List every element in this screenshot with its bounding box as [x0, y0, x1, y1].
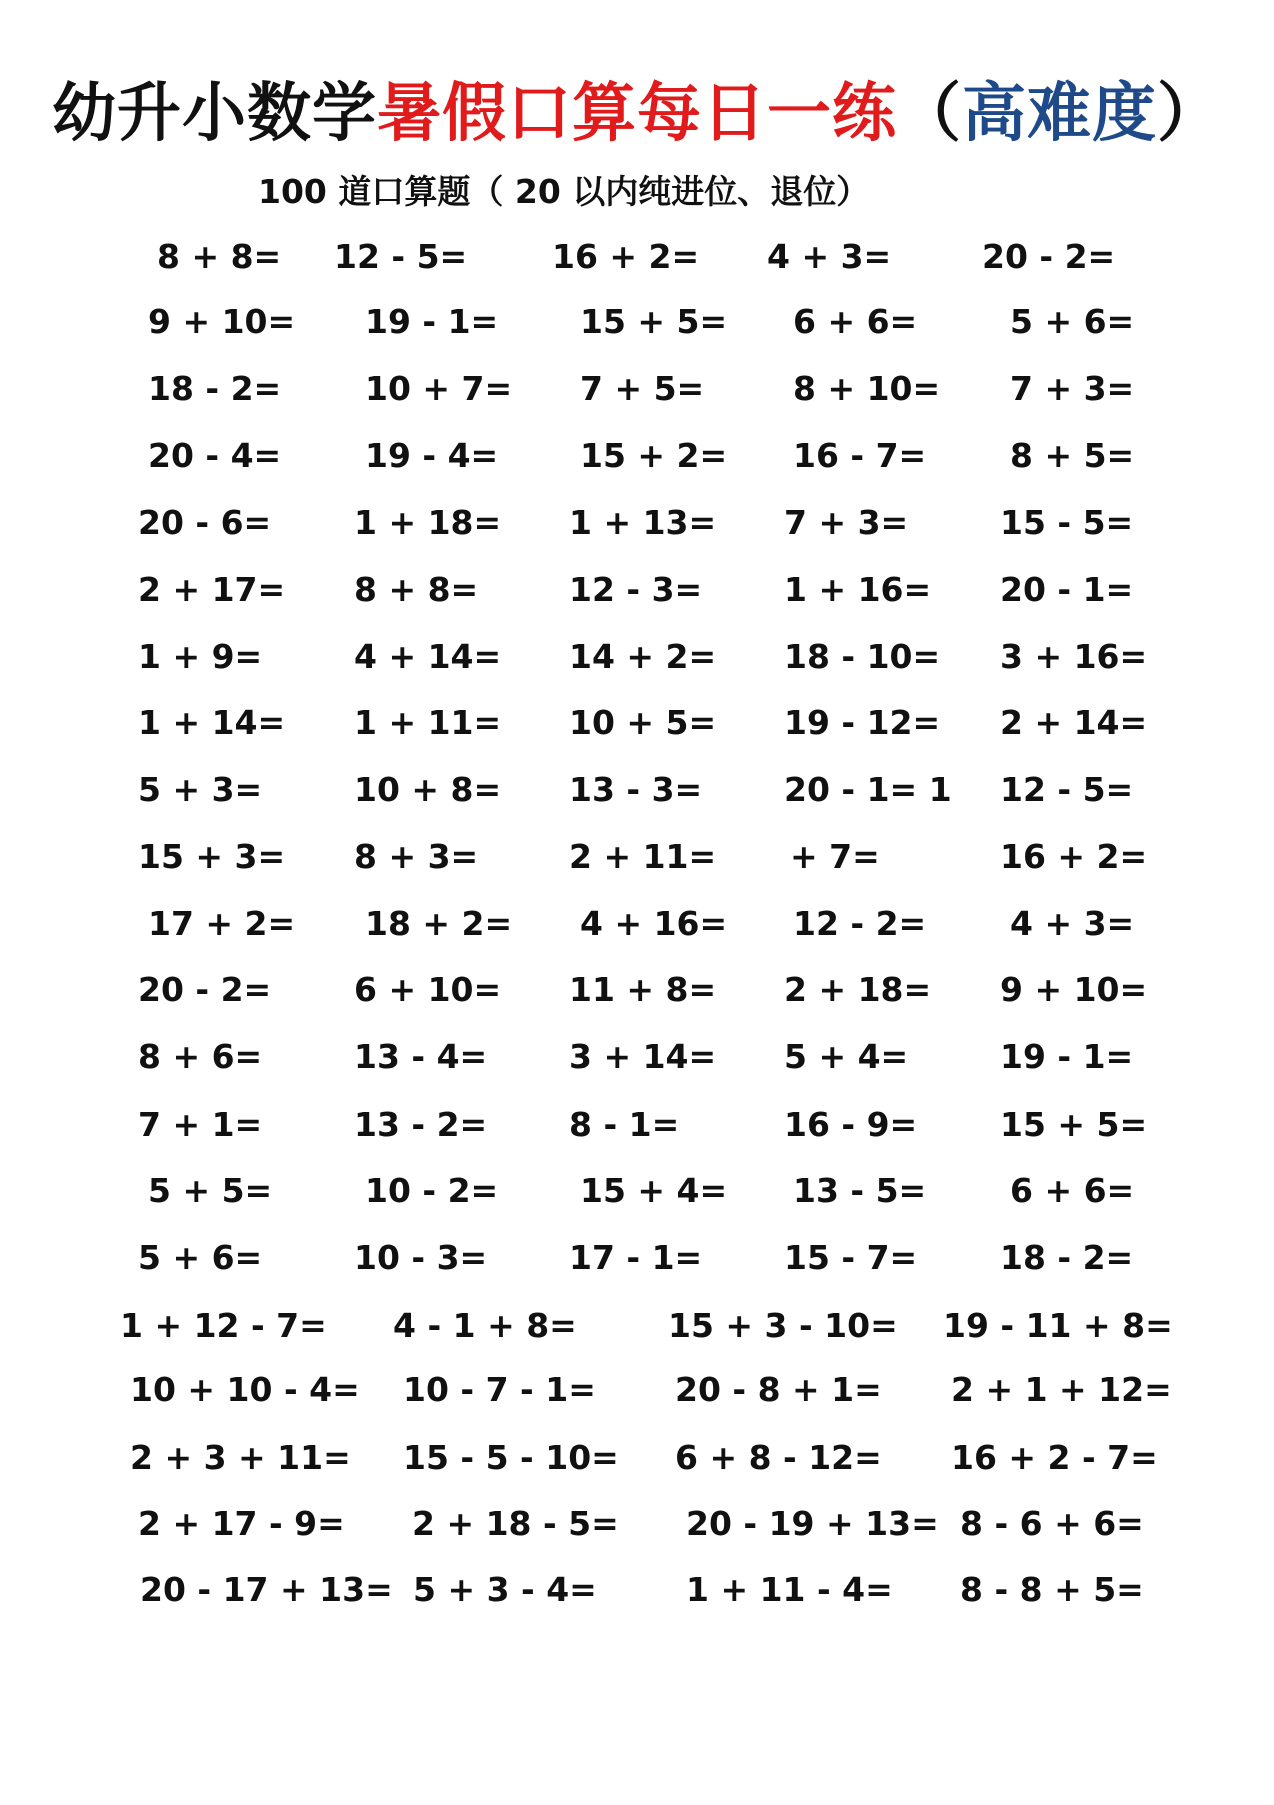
math-problem: 2 + 1 + 12= — [951, 1370, 1172, 1409]
math-problem: 15 + 3= — [138, 837, 286, 876]
math-problem: 10 + 5= — [569, 703, 717, 742]
math-problem: 8 + 5= — [1010, 436, 1135, 475]
math-problem: 8 - 6 + 6= — [960, 1504, 1144, 1543]
problem-row — [0, 561, 1274, 619]
math-problem: 13 - 2= — [354, 1105, 488, 1144]
problem-row — [0, 1229, 1274, 1287]
math-problem: 19 - 11 + 8= — [943, 1306, 1173, 1345]
math-problem: 15 + 4= — [580, 1171, 728, 1210]
title-part-1: 幼升小数学 — [52, 77, 377, 151]
math-problem: 18 - 2= — [1000, 1238, 1134, 1277]
math-problem: 15 + 2= — [580, 436, 728, 475]
math-problem: 10 + 10 - 4= — [130, 1370, 360, 1409]
math-problem: 6 + 6= — [793, 302, 918, 341]
math-problem: 1 + 9= — [138, 637, 263, 676]
math-problem: 15 - 7= — [784, 1238, 918, 1277]
math-problem: 3 + 14= — [569, 1037, 717, 1076]
title-paren-open: （ — [897, 77, 962, 151]
math-problem: 5 + 4= — [784, 1037, 909, 1076]
math-problem: 20 - 1= — [1000, 570, 1134, 609]
math-problem: 6 + 10= — [354, 970, 502, 1009]
math-problem: 16 + 2 - 7= — [951, 1438, 1158, 1477]
math-problem: 14 + 2= — [569, 637, 717, 676]
math-problem: 5 + 3 - 4= — [413, 1570, 597, 1609]
problem-row — [0, 1297, 1274, 1355]
math-problem: 19 - 12= — [784, 703, 941, 742]
math-problem: 17 - 1= — [569, 1238, 703, 1277]
math-problem: 10 - 2= — [365, 1171, 499, 1210]
page-subtitle: 100 道口算题（ 20 以内纯进位、退位） — [258, 172, 870, 211]
problem-row — [0, 1361, 1274, 1419]
math-problem: 6 + 8 - 12= — [675, 1438, 882, 1477]
math-problem: 4 + 3= — [1010, 904, 1135, 943]
problem-row — [0, 293, 1274, 351]
problem-row — [0, 1096, 1274, 1154]
math-problem: + 7= — [790, 837, 880, 876]
math-problem: 20 - 4= — [148, 436, 282, 475]
math-problem: 16 - 7= — [793, 436, 927, 475]
problem-row — [0, 1561, 1274, 1619]
math-problem: 1 + 14= — [138, 703, 286, 742]
math-problem: 15 + 5= — [580, 302, 728, 341]
problem-row — [0, 694, 1274, 752]
math-problem: 5 + 6= — [138, 1238, 263, 1277]
math-problem: 8 + 10= — [793, 369, 941, 408]
math-problem: 7 + 5= — [580, 369, 705, 408]
math-problem: 12 - 3= — [569, 570, 703, 609]
math-problem: 20 - 8 + 1= — [675, 1370, 882, 1409]
math-problem: 13 - 5= — [793, 1171, 927, 1210]
problem-row — [0, 828, 1274, 886]
math-problem: 8 + 6= — [138, 1037, 263, 1076]
problem-row — [0, 228, 1274, 286]
math-problem: 20 - 2= — [982, 237, 1116, 276]
math-problem: 4 + 14= — [354, 637, 502, 676]
math-problem: 2 + 17 - 9= — [138, 1504, 345, 1543]
math-problem: 8 + 8= — [354, 570, 479, 609]
math-problem: 1 + 18= — [354, 503, 502, 542]
math-problem: 1 + 16= — [784, 570, 932, 609]
math-problem: 15 - 5= — [1000, 503, 1134, 542]
math-problem: 5 + 5= — [148, 1171, 273, 1210]
math-problem: 18 + 2= — [365, 904, 513, 943]
math-problem: 3 + 16= — [1000, 637, 1148, 676]
math-problem: 20 - 2= — [138, 970, 272, 1009]
math-problem: 16 - 9= — [784, 1105, 918, 1144]
problem-row — [0, 1495, 1274, 1553]
math-problem: 11 + 8= — [569, 970, 717, 1009]
problem-row — [0, 360, 1274, 418]
problem-row — [0, 628, 1274, 686]
math-problem: 2 + 14= — [1000, 703, 1148, 742]
math-problem: 19 - 4= — [365, 436, 499, 475]
math-problem: 7 + 3= — [784, 503, 909, 542]
title-part-2: 暑假口算每日一练 — [377, 77, 897, 151]
math-problem: 6 + 6= — [1010, 1171, 1135, 1210]
math-problem: 4 + 16= — [580, 904, 728, 943]
problem-row — [0, 1028, 1274, 1086]
math-problem: 4 - 1 + 8= — [393, 1306, 577, 1345]
problem-row — [0, 761, 1274, 819]
math-problem: 19 - 1= — [1000, 1037, 1134, 1076]
math-problem: 1 + 11 - 4= — [686, 1570, 893, 1609]
problem-row — [0, 961, 1274, 1019]
math-problem: 9 + 10= — [1000, 970, 1148, 1009]
math-problem: 13 - 3= — [569, 770, 703, 809]
math-problem: 20 - 1= 1 — [784, 770, 952, 809]
title-part-3: 高难度 — [962, 77, 1157, 151]
page-title — [0, 72, 1274, 156]
math-problem: 20 - 6= — [138, 503, 272, 542]
math-problem: 12 - 5= — [334, 237, 468, 276]
math-problem: 20 - 19 + 13= — [686, 1504, 939, 1543]
math-problem: 9 + 10= — [148, 302, 296, 341]
math-problem: 2 + 18= — [784, 970, 932, 1009]
problem-row — [0, 494, 1274, 552]
problem-row — [0, 895, 1274, 953]
problem-row — [0, 1429, 1274, 1487]
math-problem: 2 + 17= — [138, 570, 286, 609]
math-problem: 8 - 8 + 5= — [960, 1570, 1144, 1609]
problem-row — [0, 427, 1274, 485]
math-problem: 2 + 11= — [569, 837, 717, 876]
math-problem: 20 - 17 + 13= — [140, 1570, 393, 1609]
math-problem: 15 + 3 - 10= — [668, 1306, 898, 1345]
math-problem: 13 - 4= — [354, 1037, 488, 1076]
title-paren-close: ） — [1157, 77, 1222, 151]
math-problem: 2 + 3 + 11= — [130, 1438, 351, 1477]
math-problem: 7 + 1= — [138, 1105, 263, 1144]
math-problem: 10 + 8= — [354, 770, 502, 809]
math-problem: 1 + 11= — [354, 703, 502, 742]
math-problem: 10 + 7= — [365, 369, 513, 408]
math-problem: 10 - 7 - 1= — [403, 1370, 596, 1409]
math-problem: 1 + 13= — [569, 503, 717, 542]
math-problem: 5 + 3= — [138, 770, 263, 809]
math-problem: 12 - 2= — [793, 904, 927, 943]
math-problem: 8 + 3= — [354, 837, 479, 876]
math-problem: 10 - 3= — [354, 1238, 488, 1277]
math-problem: 15 - 5 - 10= — [403, 1438, 619, 1477]
math-problem: 8 + 8= — [157, 237, 282, 276]
math-problem: 8 - 1= — [569, 1105, 680, 1144]
problem-row — [0, 1162, 1274, 1220]
math-problem: 2 + 18 - 5= — [412, 1504, 619, 1543]
math-problem: 15 + 5= — [1000, 1105, 1148, 1144]
math-problem: 19 - 1= — [365, 302, 499, 341]
math-problem: 17 + 2= — [148, 904, 296, 943]
math-problem: 1 + 12 - 7= — [120, 1306, 327, 1345]
math-problem: 16 + 2= — [1000, 837, 1148, 876]
math-problem: 18 - 10= — [784, 637, 941, 676]
math-problem: 7 + 3= — [1010, 369, 1135, 408]
math-problem: 18 - 2= — [148, 369, 282, 408]
math-problem: 5 + 6= — [1010, 302, 1135, 341]
math-problem: 4 + 3= — [767, 237, 892, 276]
math-problem: 16 + 2= — [552, 237, 700, 276]
math-problem: 12 - 5= — [1000, 770, 1134, 809]
